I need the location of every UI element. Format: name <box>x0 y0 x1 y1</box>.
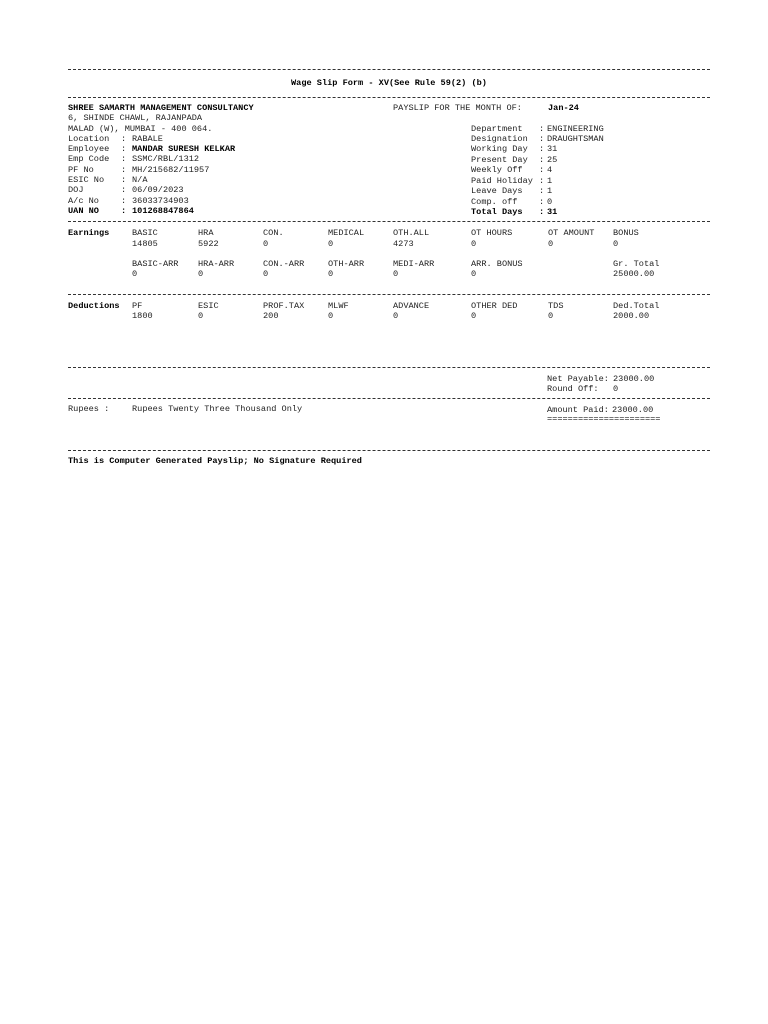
emp-department-value: ENGINEERING <box>547 124 604 134</box>
earn-v1-bonus: 0 <box>613 239 619 249</box>
emp-account-value: 36033734903 <box>132 196 189 206</box>
earn-v1-con: 0 <box>263 239 269 249</box>
earn-v2-con-arr: 0 <box>263 269 269 279</box>
emp-comp-off-sep: : <box>539 197 545 207</box>
emp-pf-value: MH/215682/11957 <box>132 165 210 175</box>
ded-v-pf: 1800 <box>132 311 153 321</box>
earn-v2-basic-arr: 0 <box>132 269 138 279</box>
ded-h-tds: TDS <box>548 301 564 311</box>
emp-code-label: Emp Code <box>68 154 110 164</box>
divider-deductions <box>68 294 710 295</box>
emp-account-sep: : <box>121 196 127 206</box>
net-payable-value: 23000.00 <box>613 374 655 384</box>
emp-name-sep: : <box>121 144 127 154</box>
emp-weekly-off-value: 4 <box>547 165 553 175</box>
emp-paid-holiday-label: Paid Holiday <box>471 176 533 186</box>
emp-department-sep: : <box>539 124 545 134</box>
emp-leave-days-value: 1 <box>547 186 553 196</box>
divider-top <box>68 69 710 70</box>
earn-h2-arr-bonus: ARR. BONUS <box>471 259 523 269</box>
ded-v-esic: 0 <box>198 311 204 321</box>
earn-v2-gr-total: 25000.00 <box>613 269 655 279</box>
company-name: SHREE SAMARTH MANAGEMENT CONSULTANCY <box>68 103 254 113</box>
earn-v1-othall: 4273 <box>393 239 414 249</box>
rupees-label: Rupees : <box>68 404 110 414</box>
earn-h2-con-arr: CON.-ARR <box>263 259 305 269</box>
emp-paid-holiday-value: 1 <box>547 176 553 186</box>
earn-h2-basic-arr: BASIC-ARR <box>132 259 179 269</box>
emp-working-day-value: 31 <box>547 144 558 154</box>
emp-designation-value: DRAUGHTSMAN <box>547 134 604 144</box>
emp-present-day-label: Present Day <box>471 155 528 165</box>
earn-v2-arr-bonus: 0 <box>471 269 477 279</box>
emp-designation-label: Designation <box>471 134 528 144</box>
earn-h1-basic: BASIC <box>132 228 158 238</box>
company-address-2: MALAD (W), MUMBAI - 400 064. <box>68 124 213 134</box>
earn-h1-othall: OTH.ALL <box>393 228 430 238</box>
ded-h-total: Ded.Total <box>613 301 660 311</box>
divider-net <box>68 367 710 368</box>
earn-v1-medical: 0 <box>328 239 334 249</box>
form-title: Wage Slip Form - XV(See Rule 59(2) (b) <box>291 78 487 88</box>
earn-v1-basic: 14805 <box>132 239 158 249</box>
earn-v2-hra-arr: 0 <box>198 269 204 279</box>
earn-h1-medical: MEDICAL <box>328 228 365 238</box>
earn-h2-medi-arr: MEDI-ARR <box>393 259 435 269</box>
payslip-month-label: PAYSLIP FOR THE MONTH OF: <box>393 103 522 113</box>
payslip-month-value: Jan-24 <box>548 103 579 113</box>
emp-working-day-sep: : <box>539 144 545 154</box>
earn-h1-bonus: BONUS <box>613 228 639 238</box>
round-off-label: Round Off: <box>547 384 599 394</box>
ded-v-other: 0 <box>471 311 477 321</box>
divider-footer <box>68 450 710 451</box>
emp-present-day-value: 25 <box>547 155 558 165</box>
emp-location-label: Location <box>68 134 110 144</box>
emp-code-sep: : <box>121 154 127 164</box>
amount-paid-underline: ====================== <box>547 414 661 424</box>
emp-working-day-label: Working Day <box>471 144 528 154</box>
emp-present-day-sep: : <box>539 155 545 165</box>
earn-h1-hra: HRA <box>198 228 214 238</box>
emp-leave-days-label: Leave Days <box>471 186 523 196</box>
amount-paid-label: Amount Paid: <box>547 405 609 415</box>
emp-account-label: A/c No <box>68 196 99 206</box>
emp-department-label: Department <box>471 124 523 134</box>
emp-doj-value: 06/09/2023 <box>132 185 184 195</box>
ded-v-advance: 0 <box>393 311 399 321</box>
emp-comp-off-label: Comp. off <box>471 197 518 207</box>
earn-h2-oth-arr: OTH-ARR <box>328 259 365 269</box>
emp-doj-sep: : <box>121 185 127 195</box>
emp-location-value: RABALE <box>132 134 163 144</box>
ded-h-proftax: PROF.TAX <box>263 301 305 311</box>
emp-name-value: MANDAR SURESH KELKAR <box>132 144 236 154</box>
emp-location-sep: : <box>121 134 127 144</box>
divider-rupees <box>68 398 710 399</box>
earn-v1-othours: 0 <box>471 239 477 249</box>
emp-esic-value: N/A <box>132 175 148 185</box>
ded-h-mlwf: MLWF <box>328 301 349 311</box>
deductions-label: Deductions <box>68 301 120 311</box>
earn-v1-hra: 5922 <box>198 239 219 249</box>
rupees-words: Rupees Twenty Three Thousand Only <box>132 404 303 414</box>
emp-pf-label: PF No <box>68 165 94 175</box>
emp-uan-value: 101268847864 <box>132 206 194 216</box>
earn-v2-medi-arr: 0 <box>393 269 399 279</box>
ded-h-advance: ADVANCE <box>393 301 430 311</box>
emp-comp-off-value: 0 <box>547 197 553 207</box>
earn-h1-con: CON. <box>263 228 284 238</box>
company-address-1: 6, SHINDE CHAWL, RAJANPADA <box>68 113 203 123</box>
ded-h-esic: ESIC <box>198 301 219 311</box>
footer-note: This is Computer Generated Payslip; No Signature Required <box>68 456 362 466</box>
emp-pf-sep: : <box>121 165 127 175</box>
ded-h-pf: PF <box>132 301 143 311</box>
ded-v-total: 2000.00 <box>613 311 650 321</box>
earn-h1-otamount: OT AMOUNT <box>548 228 595 238</box>
emp-code-value: SSMC/RBL/1312 <box>132 154 200 164</box>
emp-paid-holiday-sep: : <box>539 176 545 186</box>
divider-earnings <box>68 221 710 222</box>
emp-weekly-off-label: Weekly Off <box>471 165 523 175</box>
earnings-label: Earnings <box>68 228 110 238</box>
amount-paid-value: 23000.00 <box>612 405 654 415</box>
emp-esic-label: ESIC No <box>68 175 105 185</box>
divider-title <box>68 97 710 98</box>
ded-h-other: OTHER DED <box>471 301 518 311</box>
earn-h2-hra-arr: HRA-ARR <box>198 259 235 269</box>
emp-leave-days-sep: : <box>539 186 545 196</box>
emp-name-label: Employee <box>68 144 110 154</box>
earn-v2-oth-arr: 0 <box>328 269 334 279</box>
ded-v-mlwf: 0 <box>328 311 334 321</box>
emp-esic-sep: : <box>121 175 127 185</box>
emp-designation-sep: : <box>539 134 545 144</box>
emp-uan-sep: : <box>121 206 127 216</box>
earn-h2-gr-total: Gr. Total <box>613 259 660 269</box>
emp-weekly-off-sep: : <box>539 165 545 175</box>
earn-v1-otamount: 0 <box>548 239 554 249</box>
net-payable-label: Net Payable: <box>547 374 609 384</box>
emp-doj-label: DOJ <box>68 185 84 195</box>
earn-h1-othours: OT HOURS <box>471 228 513 238</box>
emp-total-days-value: 31 <box>547 207 558 217</box>
emp-total-days-label: Total Days <box>471 207 523 217</box>
ded-v-tds: 0 <box>548 311 554 321</box>
ded-v-proftax: 200 <box>263 311 279 321</box>
emp-uan-label: UAN NO <box>68 206 99 216</box>
emp-total-days-sep: : <box>539 207 545 217</box>
round-off-value: 0 <box>613 384 619 394</box>
